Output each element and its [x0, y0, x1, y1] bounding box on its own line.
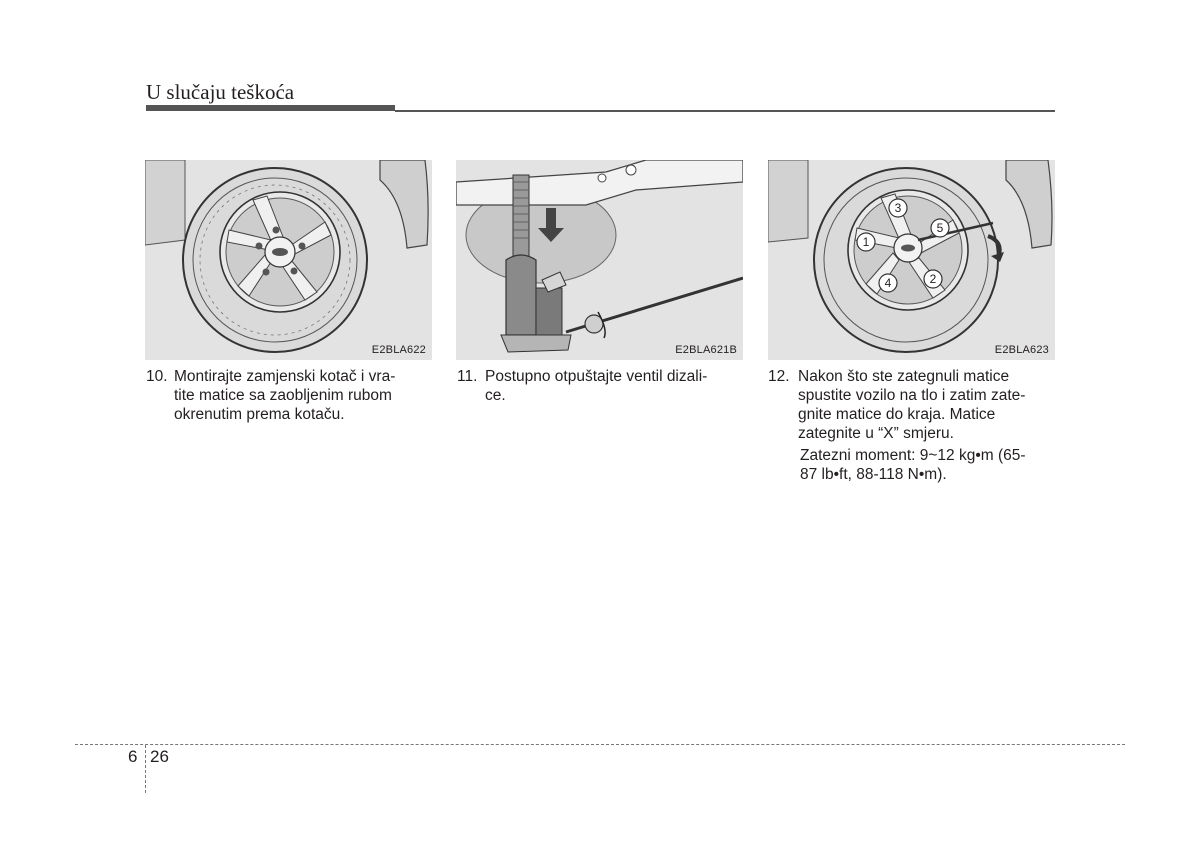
nut-order-illustration [768, 160, 1055, 360]
step-line: Montirajte zamjenski kotač i vra- [174, 368, 396, 385]
footer-rule [75, 744, 1125, 745]
page-header-title: U slučaju teškoća [146, 80, 295, 104]
step-line: zategnite u “X” smjeru. [798, 425, 954, 442]
step-line: Nakon što ste zategnuli matice [798, 368, 1010, 385]
step-line: tite matice sa zaobljenim rubom [174, 387, 392, 404]
torque-line: 87 lb•ft, 88-118 N•m). [800, 466, 947, 483]
torque-note [800, 446, 1055, 484]
figure-wheel-mounted [145, 160, 432, 360]
header-rule-thin [395, 110, 1055, 112]
nut-label-2: 2 [929, 272, 937, 286]
nut-label-3: 3 [894, 201, 902, 215]
step-line: ce. [485, 387, 506, 404]
step-number: 12. [768, 368, 790, 385]
figure-code: E2BLA621B [675, 344, 737, 356]
figure-jack-lowering [456, 160, 743, 360]
wheel-illustration [145, 160, 432, 360]
figure-tighten-nuts [768, 160, 1055, 360]
page-number: 26 [150, 747, 169, 766]
figure-code: E2BLA622 [371, 344, 426, 356]
step-number: 10. [146, 368, 168, 385]
nut-label-5: 5 [936, 221, 944, 235]
jack-illustration [456, 160, 743, 360]
chapter-number: 6 [128, 747, 138, 766]
nut-label-1: 1 [862, 235, 870, 249]
step-line: gnite matice do kraja. Matice [798, 406, 996, 423]
header-rule-thick [146, 105, 395, 111]
footer-divider [145, 745, 146, 793]
torque-line: Zatezni moment: 9~12 kg•m (65- [800, 447, 1026, 464]
step-line: spustite vozilo na tlo i zatim zate- [798, 387, 1026, 404]
nut-label-4: 4 [884, 276, 892, 290]
step-line: okrenutim prema kotaču. [174, 406, 345, 423]
figure-code: E2BLA623 [994, 344, 1049, 356]
step-number: 11. [457, 368, 478, 385]
step-line: Postupno otpuštajte ventil dizali- [485, 368, 708, 385]
